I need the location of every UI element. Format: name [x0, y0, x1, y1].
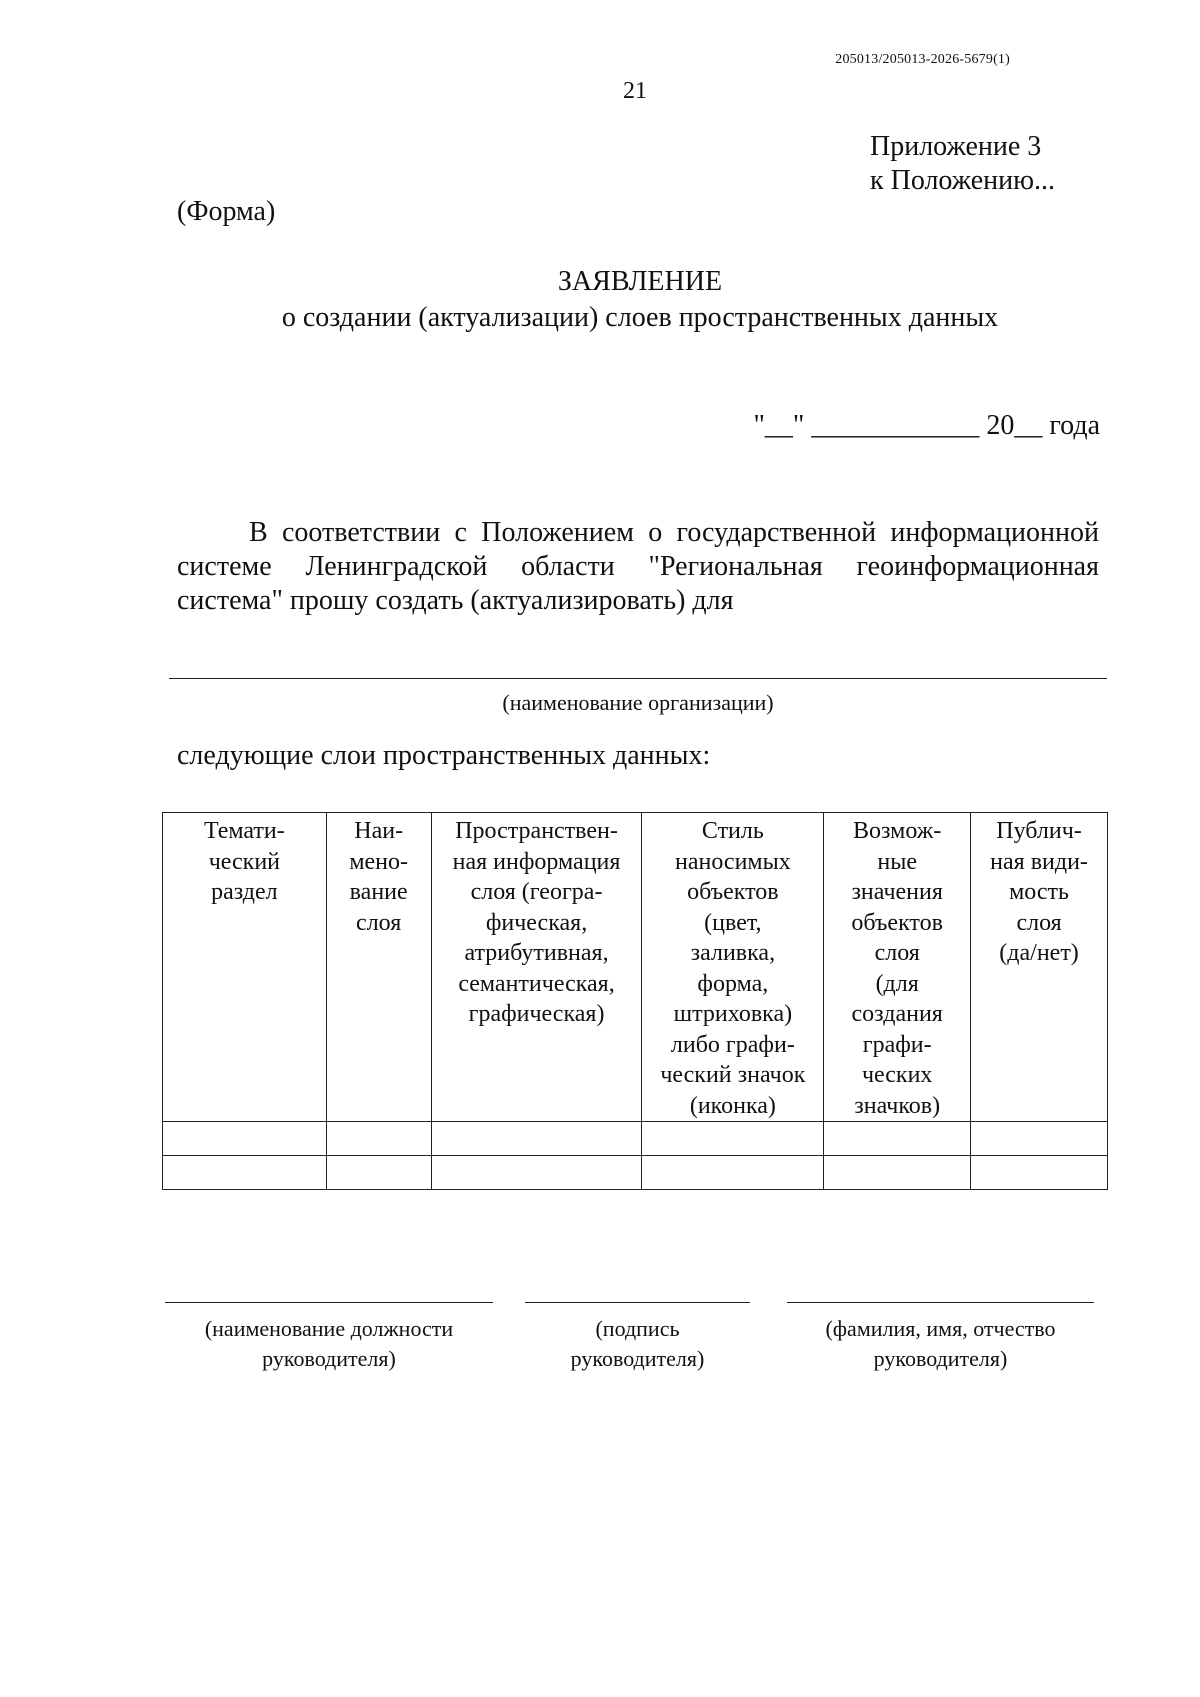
document-subtitle: о создании (актуализации) слоев пространственных данных [281, 302, 999, 333]
document-id: 205013/205013-2026-5679(1) [835, 52, 1010, 67]
table-cell[interactable] [326, 1156, 431, 1190]
header-spatial-info: Пространствен- ная информация слоя (геогра- фическая, атрибутивная, семантическая, графическая) [431, 813, 642, 1122]
document-title: ЗАЯВЛЕНИЕ [557, 266, 723, 297]
following-layers-text: следующие слои пространственных данных: [177, 740, 711, 771]
organization-fill-line [169, 678, 1107, 679]
page-number: 21 [623, 78, 647, 104]
position-caption: (наименование должности руководителя) [204, 1316, 454, 1371]
table-cell[interactable] [642, 1122, 824, 1156]
annex-line-1: Приложение 3 [870, 131, 1042, 162]
table-cell[interactable] [163, 1156, 327, 1190]
form-label: (Форма) [177, 196, 276, 227]
annex-line-2: к Положению... [870, 165, 1056, 196]
signature-caption: (подпись руководителя) [570, 1316, 705, 1371]
table-cell[interactable] [971, 1156, 1108, 1190]
position-fill-line [165, 1302, 493, 1303]
table-cell[interactable] [824, 1156, 971, 1190]
name-fill-line [787, 1302, 1094, 1303]
table-cell[interactable] [431, 1122, 642, 1156]
date-line: "__" ____________ 20__ года [753, 410, 1100, 441]
table-cell[interactable] [163, 1122, 327, 1156]
table-row [163, 1156, 1108, 1190]
signature-fill-line [525, 1302, 750, 1303]
annex-reference [870, 130, 1055, 198]
header-object-style: Стиль наносимых объектов (цвет, заливка, форма, штриховка) либо графи- ческий значок (иконка) [642, 813, 824, 1122]
header-possible-values: Возмож- ные значения объектов слоя (для создания графи- ческих значков) [824, 813, 971, 1122]
layers-table [162, 812, 1108, 1190]
table-cell[interactable] [431, 1156, 642, 1190]
table-cell[interactable] [326, 1122, 431, 1156]
organization-caption: (наименование организации) [502, 690, 774, 715]
table-cell[interactable] [824, 1122, 971, 1156]
table-cell[interactable] [971, 1122, 1108, 1156]
table-row [163, 1122, 1108, 1156]
header-layer-name: Наи- мено- вание слоя [326, 813, 431, 1122]
header-public-visibility: Публич- ная види- мость слоя (да/нет) [971, 813, 1108, 1122]
name-caption: (фамилия, имя, отчество руководителя) [825, 1316, 1056, 1371]
table-cell[interactable] [642, 1156, 824, 1190]
header-thematic-section: Темати- ческий раздел [163, 813, 327, 1122]
table-header-row [163, 813, 1108, 1122]
body-paragraph: В соответствии с Положением о государственной информационной системе Ленинградской области "Региональная геоинформационная система" прошу создать (актуализировать) для [177, 517, 1099, 616]
